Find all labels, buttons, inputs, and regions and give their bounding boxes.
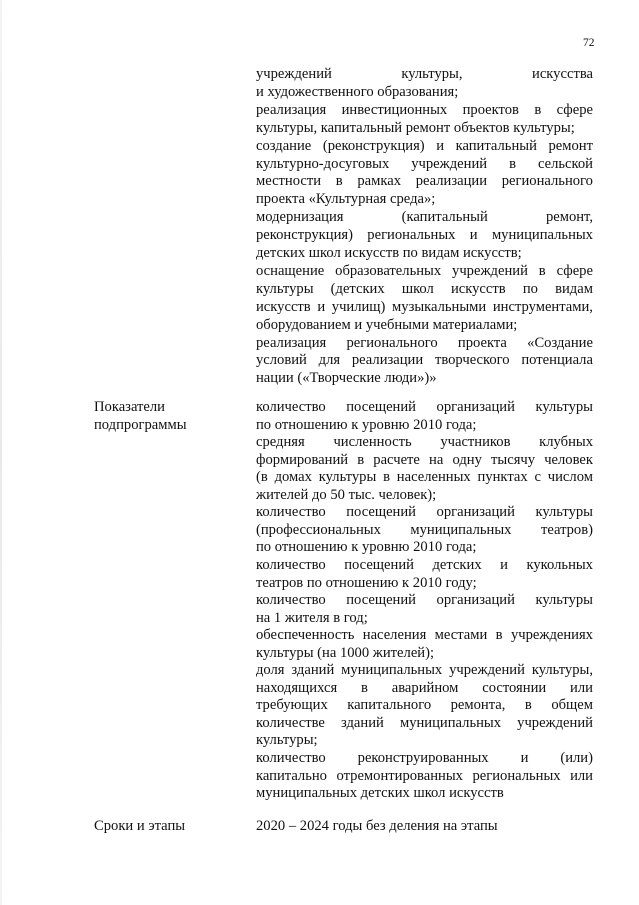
page-number: 72 — [583, 37, 595, 49]
word: ремонта, — [450, 697, 506, 714]
word: детских — [432, 556, 482, 573]
content-line — [256, 751, 593, 766]
word: домах — [274, 469, 312, 486]
word: учреждениях — [510, 627, 593, 644]
word: школ — [401, 280, 434, 297]
word: или — [570, 767, 593, 784]
word: местами — [434, 627, 488, 644]
word: видам — [555, 280, 593, 297]
word: общем — [551, 697, 593, 714]
word: в — [534, 101, 542, 118]
word: (детских — [330, 280, 385, 297]
word: образовательных — [335, 262, 442, 279]
word: реконструированных — [357, 750, 489, 766]
content-line — [256, 228, 593, 243]
word: в — [495, 627, 503, 644]
word: организаций — [436, 504, 515, 521]
content-line: муниципальных детских школ искусств — [256, 785, 504, 802]
word: театров) — [540, 521, 593, 538]
word: культурно-досуговых — [256, 155, 390, 172]
word: сфере — [556, 262, 593, 279]
word: муниципальных — [399, 714, 502, 731]
content-line — [256, 681, 593, 696]
word: населения — [362, 627, 427, 644]
word: количество — [256, 504, 326, 521]
word: искусств — [256, 298, 311, 315]
word: творческого — [434, 352, 510, 369]
content-line — [256, 282, 593, 297]
word: искусства — [532, 66, 593, 82]
word: капитальный — [455, 137, 537, 154]
content-line — [256, 769, 593, 784]
word: состоянии — [482, 679, 547, 696]
word: количество — [256, 750, 326, 766]
word: количество — [256, 556, 326, 573]
word: (профессиональных — [256, 521, 381, 538]
word: инструментами, — [492, 298, 593, 315]
word: реализация — [256, 101, 327, 118]
word: числом — [547, 469, 593, 486]
content-line: проекта «Культурная среда»; — [256, 191, 436, 208]
word: инвестиционных — [341, 101, 448, 118]
word: капитально — [256, 767, 327, 784]
content-line — [256, 698, 593, 713]
content-line: культуры; — [256, 732, 318, 749]
word: одну — [452, 451, 482, 468]
word: культуры — [535, 399, 593, 415]
word: аварийном — [391, 679, 459, 696]
content-line: детских школ искусств по видам искусств; — [256, 245, 522, 261]
content-line — [256, 67, 593, 82]
word: культуры — [318, 469, 377, 486]
word: региональных — [472, 767, 561, 784]
content-line: жителей до 50 тыс. человек); — [256, 486, 437, 503]
word: реконструкция) — [256, 227, 353, 244]
content-line: культуры, капитальный ремонт объектов культуры; — [256, 119, 575, 136]
word: формирований — [256, 451, 349, 468]
word: сфере — [556, 101, 593, 118]
word: учреждений — [256, 66, 332, 82]
word: учреждений — [517, 714, 593, 731]
word: условий — [256, 352, 307, 369]
content-line — [256, 453, 593, 468]
word: в — [509, 155, 516, 172]
word: муниципальных — [341, 662, 443, 679]
word: учреждений — [411, 155, 488, 172]
content-line — [256, 663, 593, 678]
word: доля — [256, 662, 285, 679]
word: с — [534, 469, 541, 486]
content-line — [256, 353, 593, 368]
word: расчете — [373, 451, 420, 468]
word: и — [469, 227, 478, 244]
row-label-line: Сроки и этапы — [94, 818, 186, 834]
word: рамках — [357, 173, 402, 190]
word: средняя — [256, 434, 305, 451]
word: посещений — [346, 399, 416, 415]
word: ремонт — [548, 137, 593, 154]
content-line — [256, 103, 593, 118]
word: количество — [256, 399, 326, 415]
row-label-line: Показатели — [94, 399, 165, 415]
word: культуры — [535, 504, 593, 521]
word: местности — [256, 173, 322, 190]
word: для — [318, 352, 341, 369]
content-line — [256, 300, 593, 315]
word: человек — [544, 451, 593, 468]
content-line — [256, 628, 593, 643]
word: организаций — [436, 592, 515, 609]
word: капитального — [347, 697, 432, 714]
word: требующих — [256, 697, 328, 714]
content-line — [256, 558, 593, 573]
word: реализации — [351, 352, 424, 369]
word: и — [520, 750, 529, 766]
content-line — [256, 716, 593, 731]
word: кукольных — [526, 556, 593, 573]
word: или — [570, 679, 593, 696]
word: зданий — [291, 662, 335, 679]
content-line: по отношению к уровню 2010 года; — [256, 539, 477, 556]
content-line: нации («Творческие люди»)» — [256, 370, 437, 387]
word: культуры, — [401, 66, 463, 82]
content-line — [256, 435, 593, 450]
content-line: и художественного образования; — [256, 83, 459, 100]
word: посещений — [346, 504, 416, 521]
word: в — [361, 679, 368, 696]
word: участников — [440, 434, 511, 451]
word: региональных — [367, 227, 456, 244]
content-line: 2020 – 2024 годы без деления на этапы — [256, 818, 498, 834]
word: музыкальными — [392, 298, 487, 315]
word: зданий — [341, 714, 384, 731]
word: муниципальных — [491, 227, 593, 244]
word: обеспеченность — [256, 627, 355, 644]
word: «Создание — [527, 334, 593, 351]
content-line — [256, 264, 593, 279]
content-line — [256, 400, 593, 415]
content-line — [256, 523, 593, 538]
scan-edge — [0, 0, 2, 905]
word: тысячу — [491, 451, 536, 468]
content-line: по отношению к уровню 2010 года; — [256, 416, 477, 433]
word: культуры, — [531, 662, 593, 679]
word: посещений — [346, 592, 416, 609]
word: (капитальный — [401, 209, 488, 226]
word: реализация — [256, 334, 327, 351]
word: и — [317, 298, 326, 315]
word: и — [436, 137, 445, 154]
word: в — [524, 697, 532, 714]
content-line — [256, 157, 593, 172]
word: искусств — [450, 280, 506, 297]
word: в — [538, 262, 546, 279]
word: регионального — [501, 173, 593, 190]
word: создание — [256, 137, 312, 154]
word: ремонт, — [545, 209, 593, 226]
word: клубных — [539, 434, 593, 451]
content-line — [256, 336, 593, 351]
word: (реконструкция) — [322, 137, 425, 154]
row-label-line: подпрограммы — [94, 416, 187, 433]
word: оснащение — [256, 262, 325, 279]
word: количестве — [256, 714, 325, 731]
word: сельской — [537, 155, 593, 172]
word: отремонтированных — [336, 767, 463, 784]
content-line — [256, 210, 593, 225]
word: училищ) — [331, 298, 386, 315]
word: организаций — [436, 399, 515, 415]
word: находящихся — [256, 679, 338, 696]
word: на — [429, 451, 444, 468]
word: модернизация — [256, 209, 344, 226]
content-line: на 1 жителя в год; — [256, 609, 368, 626]
word: и — [500, 556, 508, 573]
word: пунктах — [477, 469, 528, 486]
word: потенциала — [521, 352, 593, 369]
word: регионального — [346, 334, 438, 351]
content-line — [256, 470, 593, 485]
word: посещений — [344, 556, 414, 573]
word: реализации — [415, 173, 488, 190]
word: в — [357, 451, 365, 468]
word: (в — [256, 469, 268, 486]
word: в — [383, 469, 390, 486]
content-line — [256, 139, 593, 154]
word: (или) — [560, 750, 593, 766]
word: культуры — [256, 280, 314, 297]
word: культуры — [535, 592, 593, 609]
word: в — [335, 173, 343, 190]
content-line: культуры (на 1000 жителей); — [256, 644, 435, 661]
content-line — [256, 505, 593, 520]
word: по — [522, 280, 538, 297]
word: количество — [256, 592, 326, 609]
content-line: театров по отношению к 2010 году; — [256, 574, 477, 591]
content-line — [256, 593, 593, 608]
word: учреждений — [452, 262, 528, 279]
word: численность — [333, 434, 412, 451]
word: проекта — [457, 334, 507, 351]
word: населенных — [396, 469, 471, 486]
content-line — [256, 174, 593, 189]
content-line: оборудованием и учебными материалами; — [256, 316, 518, 333]
word: муниципальных — [410, 521, 512, 538]
word: проектов — [462, 101, 519, 118]
word: учреждений — [449, 662, 525, 679]
